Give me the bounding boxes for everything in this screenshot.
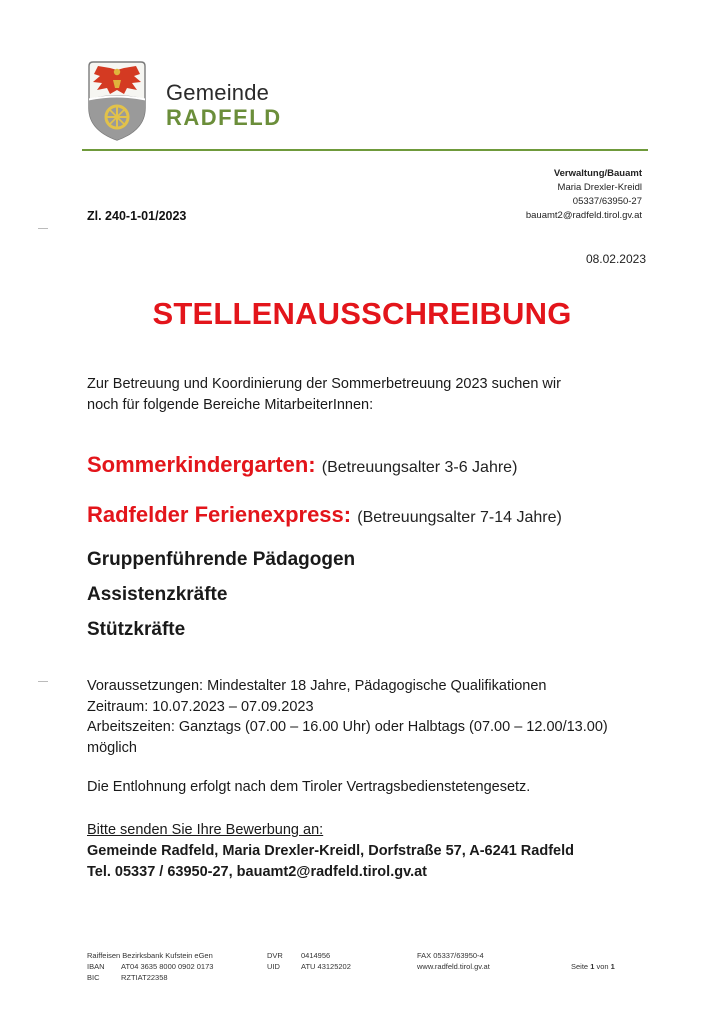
- offer-age-range: (Betreuungsalter 3-6 Jahre): [321, 459, 518, 476]
- period-line: Zeitraum: 10.07.2023 – 07.09.2023: [87, 698, 314, 715]
- requirements-line: Voraussetzungen: Mindestalter 18 Jahre, Pädagogische Qualifikationen: [87, 678, 547, 694]
- role-item: Gruppenführende Pädagogen: [87, 549, 356, 570]
- intro-line-1: Zur Betreuung und Koordinierung der Sommerbetreuung 2023 suchen wir: [87, 376, 561, 392]
- page-total: 1: [610, 962, 615, 971]
- footer-uid: ATU 43125202: [301, 962, 351, 971]
- footer-registry-info: [267, 950, 351, 972]
- footer-uid-label: UID: [267, 962, 280, 971]
- contact-email: bauamt2@radfeld.tirol.gv.at: [525, 210, 642, 221]
- footer-bic-label: BIC: [87, 973, 100, 982]
- header-divider: [82, 149, 648, 151]
- footer-bic: RZTIAT22358: [121, 973, 168, 982]
- offer-title: Radfelder Ferienexpress:: [87, 502, 352, 527]
- fold-mark-top: [38, 228, 48, 229]
- brand-line-gemeinde: Gemeinde: [166, 80, 270, 105]
- job-details: [87, 676, 667, 758]
- page-current: 1: [590, 962, 595, 971]
- offer-age-range: (Betreuungsalter 7-14 Jahre): [357, 509, 562, 526]
- offer-title: Sommerkindergarten:: [87, 452, 316, 477]
- application-contact: Tel. 05337 / 63950-27, bauamt2@radfeld.tirol.gv.at: [87, 864, 427, 880]
- fold-mark-middle: [38, 681, 48, 682]
- salary-note: Die Entlohnung erfolgt nach dem Tiroler Vertragsbedienstetengesetz.: [87, 779, 531, 795]
- footer-fax-web: [417, 950, 490, 972]
- footer-page-number: [571, 961, 615, 972]
- application-block: [87, 820, 574, 883]
- page-word: Seite: [571, 962, 589, 971]
- municipal-crest-icon: [86, 60, 148, 142]
- reference-number: Zl. 240-1-01/2023: [87, 209, 187, 223]
- role-item: Stützkräfte: [87, 619, 186, 640]
- footer-dvr-label: DVR: [267, 951, 283, 960]
- contact-block: [526, 167, 642, 223]
- hours-line: Arbeitszeiten: Ganztags (07.00 – 16.00 Uhr) oder Halbtags (07.00 – 12.00/13.00): [87, 719, 608, 735]
- contact-department: Verwaltung/Bauamt: [553, 168, 642, 179]
- contact-phone: 05337/63950-27: [572, 196, 642, 207]
- footer-dvr: 0414956: [301, 951, 331, 960]
- hours-line-continued: möglich: [87, 739, 137, 756]
- footer-iban: AT04 3635 8000 0902 0173: [121, 962, 214, 971]
- contact-name: Maria Drexler-Kreidl: [557, 182, 642, 193]
- offer-sommerkindergarten: [87, 452, 517, 478]
- brand-line-radfeld: RADFELD: [166, 105, 282, 130]
- footer-iban-label: IBAN: [87, 962, 105, 971]
- page-of: von: [596, 962, 609, 971]
- document-date: 08.02.2023: [585, 252, 646, 266]
- footer-bank-info: [87, 950, 213, 983]
- intro-line-2: noch für folgende Bereiche MitarbeiterInnen:: [87, 397, 374, 413]
- intro-paragraph: [87, 374, 657, 416]
- footer-website: www.radfeld.tirol.gv.at: [417, 962, 490, 971]
- document-headline: STELLENAUSSCHREIBUNG: [152, 296, 572, 331]
- application-address: Gemeinde Radfeld, Maria Drexler-Kreidl, Dorfstraße 57, A-6241 Radfeld: [87, 843, 574, 859]
- application-lead: Bitte senden Sie Ihre Bewerbung an:: [87, 822, 324, 838]
- footer-fax: FAX 05337/63950-4: [417, 951, 484, 960]
- offer-ferienexpress: [87, 502, 562, 528]
- footer-bank-name: Raiffeisen Bezirksbank Kufstein eGen: [87, 951, 213, 960]
- role-item: Assistenzkräfte: [87, 584, 228, 605]
